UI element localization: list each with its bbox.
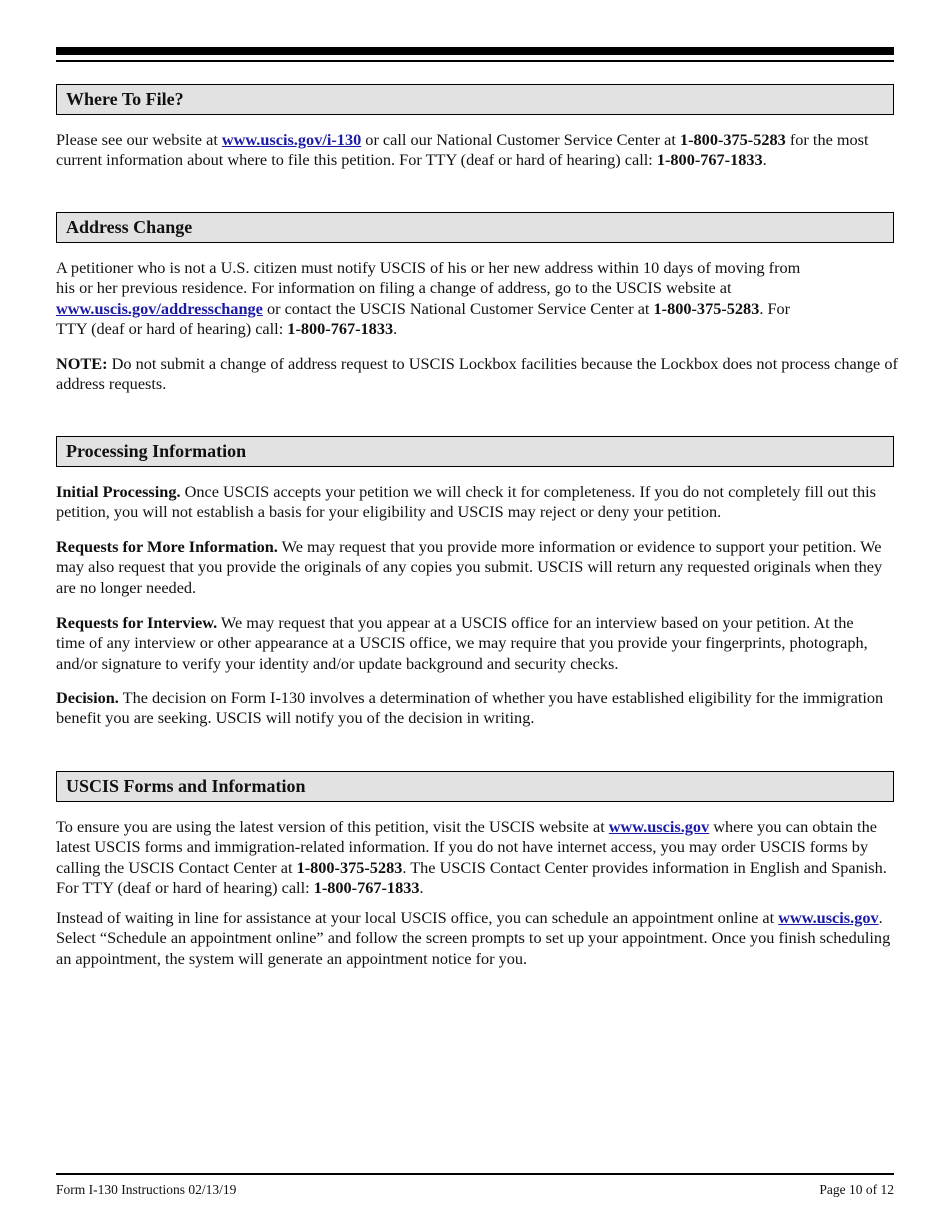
where-to-file-paragraph	[56, 130, 898, 171]
section-header-address-change: Address Change	[56, 212, 894, 243]
header-rule-thick	[56, 47, 894, 55]
section-header-where-to-file: Where To File?	[56, 84, 894, 115]
forms-paragraph	[56, 817, 898, 898]
paragraph-text: We may request that you provide more information or evidence to support your petition. We may also request that you provide the originals of any copies you submit. USCIS will return any requested originals when they are no longer needed.	[56, 537, 883, 597]
paragraph-label: Initial Processing.	[56, 482, 181, 501]
tty-number: 1-800-767-1833	[656, 150, 763, 170]
footer-rule	[56, 1173, 894, 1175]
processing-more-info-paragraph	[56, 537, 898, 598]
text-segment: Please see our website at	[56, 130, 222, 149]
text-segment: .	[419, 877, 424, 897]
text-segment: Instead of waiting in line for assistance at your local USCIS office, you can schedule an appointment online at	[56, 908, 779, 927]
note-text: Do not submit a change of address request to USCIS Lockbox facilities because the Lockbox does not process change of address requests.	[56, 354, 898, 394]
uscis-link[interactable]: www.uscis.gov	[608, 817, 710, 836]
text-segment: or call our National Customer Service Center at	[361, 130, 680, 149]
footer-form-id: Form I-130 Instructions 02/13/19	[56, 1182, 237, 1197]
text-segment: . Select “Schedule an appointment online” and follow the screen prompts to set up your appointment. Once you finish scheduling an appointment, the system will generate an appointment notice for you.	[56, 908, 891, 968]
paragraph-label: Requests for More Information.	[56, 537, 278, 556]
paragraph-text: We may request that you appear at a USCIS office for an interview based on your petition. At the time of any interview or other appearance at a USCIS office, we may require that you provide your fingerprints, photograph, and/or signature to verify your identity and/or update background and security checks.	[56, 613, 868, 673]
processing-initial-paragraph	[56, 482, 898, 523]
text-segment: for the most current information about where to file this petition. For TTY (deaf or hard of hearing) call:	[56, 130, 869, 170]
appointment-paragraph	[56, 908, 898, 969]
header-rule-thin	[56, 60, 894, 62]
paragraph-label: Requests for Interview.	[56, 613, 218, 632]
text-segment: .	[393, 318, 398, 338]
address-change-paragraph	[56, 258, 816, 339]
phone-number: 1-800-375-5283	[296, 857, 403, 877]
tty-number: 1-800-767-1833	[287, 318, 394, 338]
paragraph-text: The decision on Form I-130 involves a determination of whether you have established eligibility for the immigration benefit you are seeking. USCIS will notify you of the decision in writing.	[56, 688, 884, 728]
address-change-note	[56, 354, 898, 395]
text-segment: . For TTY (deaf or hard of hearing) call:	[56, 298, 791, 338]
text-segment: . The USCIS Contact Center provides information in English and Spanish. For TTY (deaf or hard of hearing) call:	[56, 857, 887, 897]
text-segment: To ensure you are using the latest version of this petition, visit the USCIS website at	[56, 817, 609, 836]
paragraph-text: Once USCIS accepts your petition we will check it for completeness. If you do not completely fill out this petition, you will not establish a basis for your eligibility and USCIS may reject or deny your petition.	[56, 482, 876, 522]
note-label: NOTE:	[56, 354, 108, 373]
i130-link[interactable]: www.uscis.gov/i-130	[221, 130, 362, 149]
tty-number: 1-800-767-1833	[313, 877, 420, 897]
uscis-appointment-link[interactable]: www.uscis.gov	[778, 908, 879, 927]
section-header-uscis-forms: USCIS Forms and Information	[56, 771, 894, 802]
phone-number: 1-800-375-5283	[653, 298, 760, 318]
processing-interview-paragraph	[56, 613, 876, 674]
text-segment: .	[762, 150, 767, 170]
processing-decision-paragraph	[56, 688, 898, 729]
phone-number: 1-800-375-5283	[679, 130, 786, 149]
text-segment: A petitioner who is not a U.S. citizen must notify USCIS of his or her new address within 10 days of moving from his or her previous residence. For information on filing a change of address, go to the USCIS website at	[56, 258, 801, 298]
address-change-link[interactable]: www.uscis.gov/addresschange	[56, 298, 263, 318]
text-segment: where you can obtain the latest USCIS forms and immigration-related information. If you do not have internet access, you may order USCIS forms by calling the USCIS Contact Center at	[56, 817, 877, 877]
section-header-processing-information: Processing Information	[56, 436, 894, 467]
text-segment: or contact the USCIS National Customer Service Center at	[262, 298, 654, 318]
footer-page-number: Page 10 of 12	[819, 1182, 894, 1197]
paragraph-label: Decision.	[56, 688, 119, 707]
